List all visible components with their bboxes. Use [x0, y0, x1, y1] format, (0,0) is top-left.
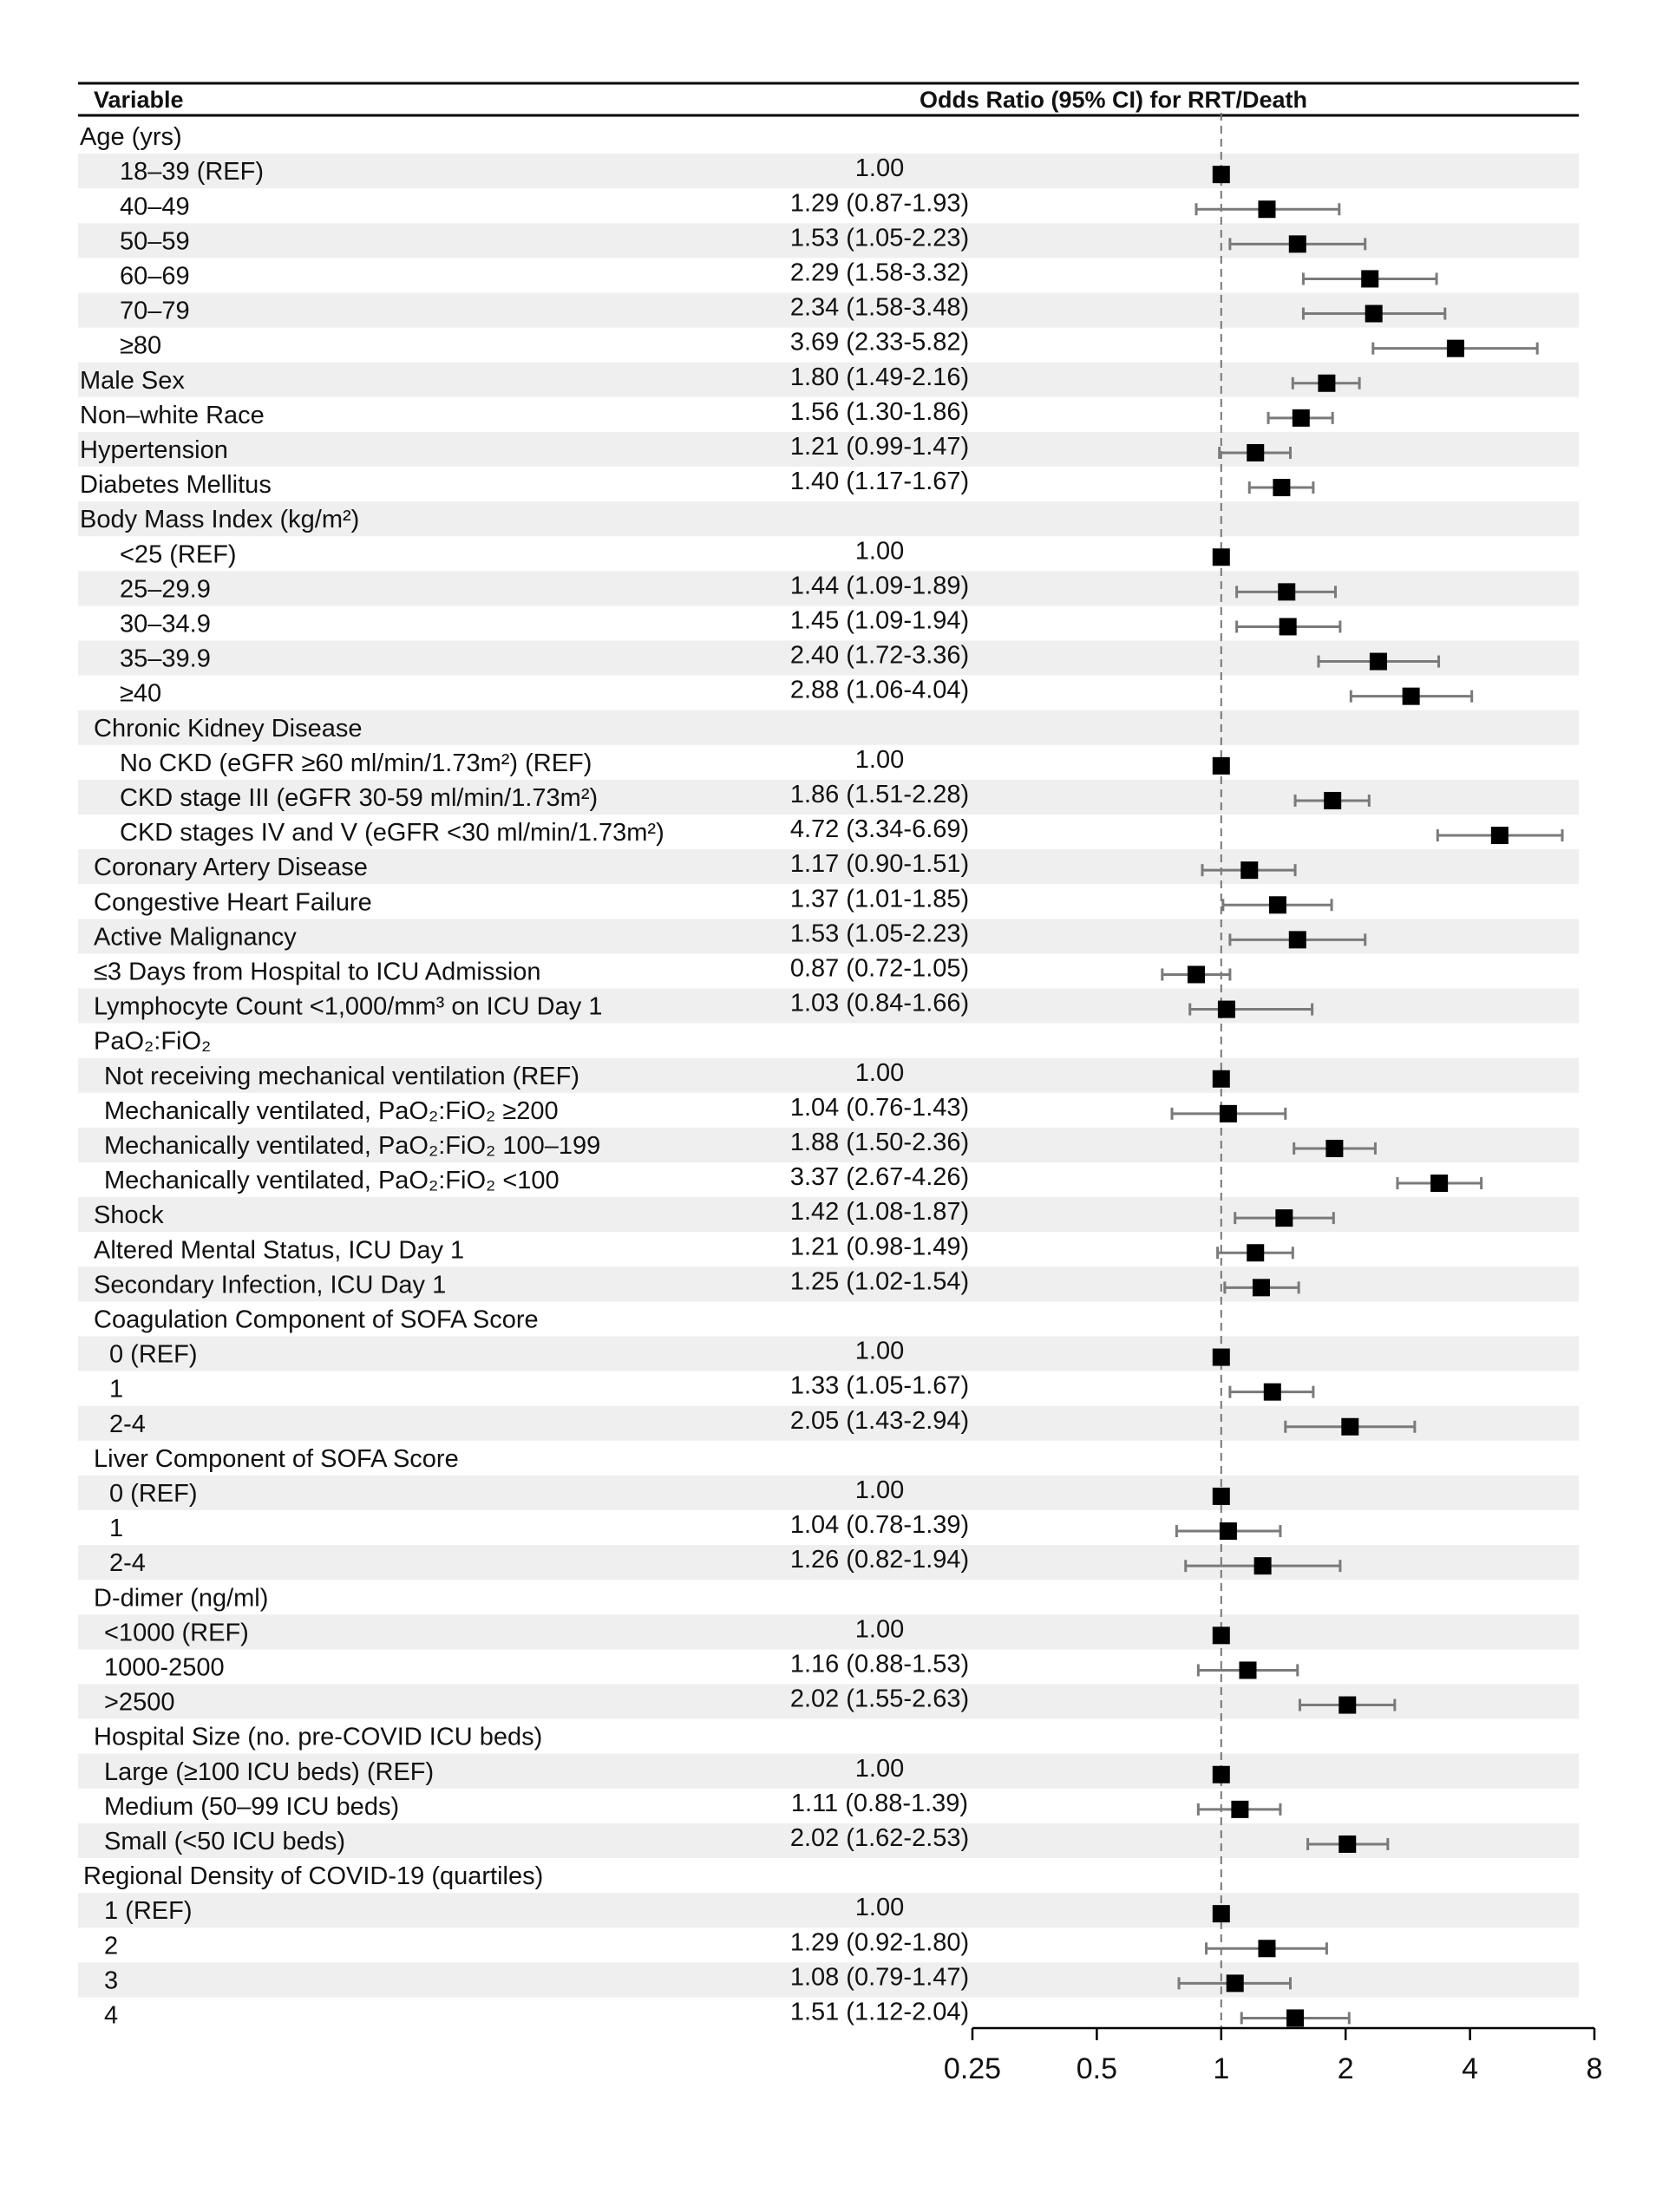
table-row [120, 815, 1562, 847]
odds-ratio-marker [1280, 618, 1297, 635]
odds-ratio-marker [1275, 1209, 1293, 1227]
odds-ratio-marker [1220, 1105, 1237, 1122]
table-row [94, 1233, 1293, 1264]
x-axis [944, 2028, 1603, 2085]
row-label: 2-4 [109, 1410, 146, 1438]
odds-ratio-marker [1289, 931, 1306, 948]
odds-ratio-label: 2.88 (1.06-4.04) [789, 676, 970, 704]
odds-ratio-label: 2.02 (1.62-2.53) [789, 1823, 970, 1852]
odds-ratio-marker [1213, 1626, 1230, 1644]
row-label: Male Sex [80, 366, 185, 395]
odds-ratio-label: 2.34 (1.58-3.48) [789, 293, 970, 322]
table-row [80, 506, 359, 533]
row-label: Coagulation Component of SOFA Score [94, 1306, 539, 1334]
row-stripe [78, 1614, 1579, 1649]
odds-ratio-marker [1318, 375, 1335, 392]
odds-ratio-marker [1293, 409, 1310, 427]
table-row [94, 1306, 539, 1333]
odds-ratio-marker [1365, 305, 1383, 323]
odds-ratio-marker [1338, 1836, 1356, 1853]
table-row [104, 1928, 1326, 1960]
table-row [120, 329, 1537, 360]
table-row [94, 954, 1230, 985]
odds-ratio-marker [1213, 1488, 1230, 1505]
odds-ratio-marker [1213, 1349, 1230, 1366]
row-label: Congestive Heart Failure [94, 888, 372, 917]
odds-ratio-label: 1.53 (1.05-2.23) [789, 224, 970, 252]
odds-ratio-label: 1.08 (0.79-1.47) [789, 1963, 970, 1992]
row-label: 1 (REF) [104, 1897, 193, 1926]
x-tick-label: 0.5 [1076, 2052, 1118, 2085]
odds-ratio-marker [1341, 1418, 1358, 1436]
odds-ratio-label: 1.04 (0.76-1.43) [789, 1093, 970, 1122]
table-row [94, 1724, 542, 1751]
odds-ratio-label: 0.87 (0.72-1.05) [789, 954, 970, 983]
odds-ratio-marker [1269, 896, 1286, 913]
table-row [94, 885, 1332, 916]
odds-ratio-marker [1188, 965, 1205, 983]
row-label: Liver Component of SOFA Score [94, 1444, 459, 1473]
row-label: Chronic Kidney Disease [94, 714, 363, 743]
odds-ratio-label: 2.40 (1.72-3.36) [789, 641, 970, 670]
odds-ratio-label: 2.29 (1.58-3.32) [789, 259, 970, 287]
row-label: 3 [104, 1967, 119, 1995]
row-label: <1000 (REF) [104, 1619, 249, 1647]
row-label: No CKD (eGFR ≥60 ml/min/1.73m²) (REF) [120, 749, 592, 777]
odds-ratio-label: 2.05 (1.43-2.94) [789, 1406, 970, 1435]
x-tick-label: 0.25 [943, 2052, 1002, 2085]
odds-ratio-label: 1.00 [854, 745, 905, 774]
row-stripe [78, 154, 1579, 188]
odds-ratio-marker [1213, 1766, 1230, 1783]
table-row [94, 1445, 459, 1473]
table-row [94, 715, 362, 743]
odds-ratio-label: 1.51 (1.12-2.04) [789, 1998, 970, 2026]
odds-ratio-label: 1.88 (1.50-2.36) [789, 1128, 970, 1156]
table-row [109, 1372, 1313, 1404]
odds-ratio-marker [1447, 340, 1464, 357]
odds-ratio-marker [1370, 653, 1387, 671]
odds-ratio-label: 1.00 [854, 1058, 905, 1087]
row-label: 60–69 [120, 262, 190, 291]
odds-ratio-label: 1.00 [854, 537, 905, 566]
odds-ratio-label: 1.86 (1.51-2.28) [789, 780, 970, 808]
x-tick-label: 2 [1337, 2052, 1354, 2085]
row-label: 0 (REF) [109, 1479, 198, 1508]
table-row [94, 1028, 211, 1056]
odds-ratio-label: 1.11 (0.88-1.39) [790, 1789, 969, 1817]
odds-ratio-label: 1.29 (0.87-1.93) [789, 189, 970, 218]
row-label: CKD stages IV and V (eGFR <30 ml/min/1.73m²) [120, 819, 664, 847]
odds-ratio-label: 1.25 (1.02-1.54) [789, 1267, 970, 1296]
header-odds-ratio: Odds Ratio (95% CI) for RRT/Death [920, 87, 1308, 113]
odds-ratio-marker [1213, 166, 1230, 183]
row-label: Age (yrs) [80, 123, 182, 152]
odds-ratio-marker [1213, 548, 1230, 566]
row-label: 35–39.9 [120, 645, 211, 673]
row-label: Shock [94, 1201, 164, 1230]
odds-ratio-label: 1.29 (0.92-1.80) [789, 1928, 970, 1957]
table-row [120, 606, 1340, 638]
odds-ratio-marker [1213, 1070, 1230, 1088]
row-label: Not receiving mechanical ventilation (REF) [104, 1062, 579, 1090]
table-row [94, 1584, 268, 1612]
odds-ratio-marker [1240, 861, 1258, 879]
odds-ratio-marker [1264, 1384, 1281, 1401]
row-label: Hypertension [80, 435, 228, 464]
odds-ratio-marker [1247, 1244, 1264, 1261]
row-label: 18–39 (REF) [120, 158, 265, 187]
row-label: Hospital Size (no. pre-COVID ICU beds) [94, 1723, 543, 1751]
odds-ratio-label: 3.37 (2.67-4.26) [789, 1163, 970, 1192]
row-stripe [78, 1476, 1579, 1510]
row-label: Coronary Artery Disease [94, 854, 368, 882]
table-row [120, 189, 1339, 220]
table-row [120, 259, 1437, 290]
row-label: ≥80 [120, 331, 162, 360]
odds-ratio-marker [1258, 1940, 1275, 1957]
odds-ratio-marker [1361, 270, 1378, 287]
row-label: Medium (50–99 ICU beds) [104, 1792, 400, 1821]
odds-ratio-marker [1273, 479, 1290, 496]
row-label: 40–49 [120, 193, 190, 221]
row-label: CKD stage III (eGFR 30-59 ml/min/1.73m²) [120, 783, 599, 812]
row-label: 25–29.9 [120, 575, 211, 604]
odds-ratio-label: 1.44 (1.09-1.89) [789, 572, 970, 600]
odds-ratio-label: 1.16 (0.88-1.53) [789, 1650, 970, 1679]
odds-ratio-label: 1.33 (1.05-1.67) [789, 1371, 970, 1400]
row-label: >2500 [104, 1688, 175, 1717]
row-label: 1 [109, 1515, 124, 1543]
row-label: 50–59 [120, 227, 190, 256]
x-tick-label: 1 [1213, 2052, 1230, 2085]
row-stripe [78, 1337, 1579, 1371]
row-label: Body Mass Index (kg/m²) [80, 506, 360, 534]
odds-ratio-label: 1.37 (1.01-1.85) [789, 885, 970, 913]
odds-ratio-marker [1231, 1801, 1248, 1818]
odds-ratio-label: 1.00 [854, 1754, 905, 1783]
row-label: 1 [109, 1375, 124, 1404]
row-label: 30–34.9 [120, 610, 211, 638]
table-row [104, 1650, 1298, 1681]
row-label: 1000-2500 [104, 1653, 225, 1682]
row-label: D-dimer (ng/ml) [94, 1584, 269, 1613]
odds-ratio-marker [1289, 235, 1306, 252]
odds-ratio-marker [1403, 688, 1420, 705]
row-label: Altered Mental Status, ICU Day 1 [94, 1236, 465, 1265]
header-variable: Variable [94, 87, 184, 113]
row-label: Mechanically ventilated, PaO₂:FiO₂ ≥200 [104, 1096, 559, 1125]
odds-ratio-label: 1.04 (0.78-1.39) [789, 1511, 970, 1540]
odds-ratio-marker [1278, 583, 1295, 600]
row-label: ≥40 [120, 679, 162, 708]
odds-ratio-marker [1325, 1140, 1343, 1157]
odds-ratio-label: 3.69 (2.33-5.82) [789, 328, 970, 357]
table-row [80, 123, 182, 151]
odds-ratio-marker [1213, 1905, 1230, 1922]
x-tick-label: 8 [1586, 2052, 1603, 2085]
odds-ratio-marker [1227, 1974, 1244, 1992]
table-row [120, 677, 1472, 708]
odds-ratio-label: 1.21 (0.99-1.47) [789, 432, 970, 461]
odds-ratio-marker [1253, 1279, 1270, 1296]
odds-ratio-label: 1.00 [854, 1337, 905, 1365]
odds-ratio-label: 1.40 (1.17-1.67) [789, 468, 970, 496]
odds-ratio-label: 1.80 (1.49-2.16) [789, 363, 970, 391]
row-label: Secondary Infection, ICU Day 1 [94, 1271, 447, 1299]
odds-ratio-marker [1213, 757, 1230, 775]
row-label: 0 (REF) [109, 1340, 198, 1369]
row-label: <25 (REF) [120, 540, 237, 569]
row-label: Lymphocyte Count <1,000/mm³ on ICU Day 1 [94, 992, 603, 1021]
row-label: Large (≥100 ICU beds) (REF) [104, 1757, 435, 1786]
odds-ratio-marker [1258, 200, 1275, 218]
odds-ratio-label: 1.53 (1.05-2.23) [789, 919, 970, 948]
odds-ratio-label: 1.00 [854, 1894, 905, 1922]
table-row [104, 1790, 1280, 1821]
odds-ratio-marker [1240, 1661, 1257, 1679]
odds-ratio-label: 1.00 [854, 1615, 905, 1644]
table-row [120, 537, 1230, 568]
odds-ratio-marker [1218, 1001, 1235, 1018]
odds-ratio-label: 1.00 [854, 1476, 905, 1504]
odds-ratio-marker [1338, 1697, 1356, 1714]
odds-ratio-label: 1.00 [854, 154, 905, 183]
odds-ratio-label: 1.26 (0.82-1.94) [789, 1546, 970, 1574]
table-row [104, 1998, 1349, 2029]
row-label: 70–79 [120, 297, 190, 325]
odds-ratio-label: 1.21 (0.98-1.49) [789, 1233, 970, 1261]
table-row [83, 1862, 543, 1890]
table-row [80, 398, 1332, 429]
odds-ratio-label: 1.03 (0.84-1.66) [789, 989, 970, 1018]
row-label: PaO₂:FiO₂ [94, 1027, 212, 1056]
table-row [104, 1094, 1286, 1125]
row-label: Diabetes Mellitus [80, 471, 272, 500]
row-label: 2 [104, 1932, 119, 1960]
odds-ratio-marker [1247, 444, 1264, 461]
odds-ratio-label: 4.72 (3.34-6.69) [789, 815, 970, 844]
odds-ratio-marker [1254, 1557, 1272, 1574]
table-row [120, 746, 1230, 777]
row-label: 4 [104, 2001, 119, 2030]
odds-ratio-label: 1.17 (0.90-1.51) [789, 850, 970, 879]
row-label: Mechanically ventilated, PaO₂:FiO₂ 100–199 [104, 1131, 601, 1160]
x-tick-label: 4 [1462, 2052, 1479, 2085]
row-label: Non–white Race [80, 401, 265, 429]
row-label: Regional Density of COVID-19 (quartiles) [83, 1862, 544, 1891]
odds-ratio-marker [1324, 792, 1341, 809]
row-label: Mechanically ventilated, PaO₂:FiO₂ <100 [104, 1167, 560, 1195]
table-row [104, 1163, 1482, 1194]
odds-ratio-marker [1491, 827, 1509, 844]
table-row [109, 1511, 1280, 1542]
odds-ratio-label: 1.56 (1.30-1.86) [789, 397, 970, 426]
row-label: ≤3 Days from Hospital to ICU Admission [94, 958, 541, 986]
row-label: Active Malignancy [94, 923, 297, 952]
row-label: 2-4 [109, 1549, 146, 1578]
odds-ratio-marker [1430, 1175, 1448, 1192]
odds-ratio-label: 1.45 (1.09-1.94) [789, 606, 970, 635]
odds-ratio-marker [1220, 1522, 1237, 1540]
odds-ratio-label: 2.02 (1.55-2.63) [789, 1685, 970, 1713]
odds-ratio-marker [1286, 2009, 1304, 2026]
odds-ratio-label: 1.42 (1.08-1.87) [789, 1198, 970, 1227]
row-label: Small (<50 ICU beds) [104, 1827, 346, 1855]
row-stripe [78, 1893, 1579, 1927]
table-row [80, 468, 1313, 499]
